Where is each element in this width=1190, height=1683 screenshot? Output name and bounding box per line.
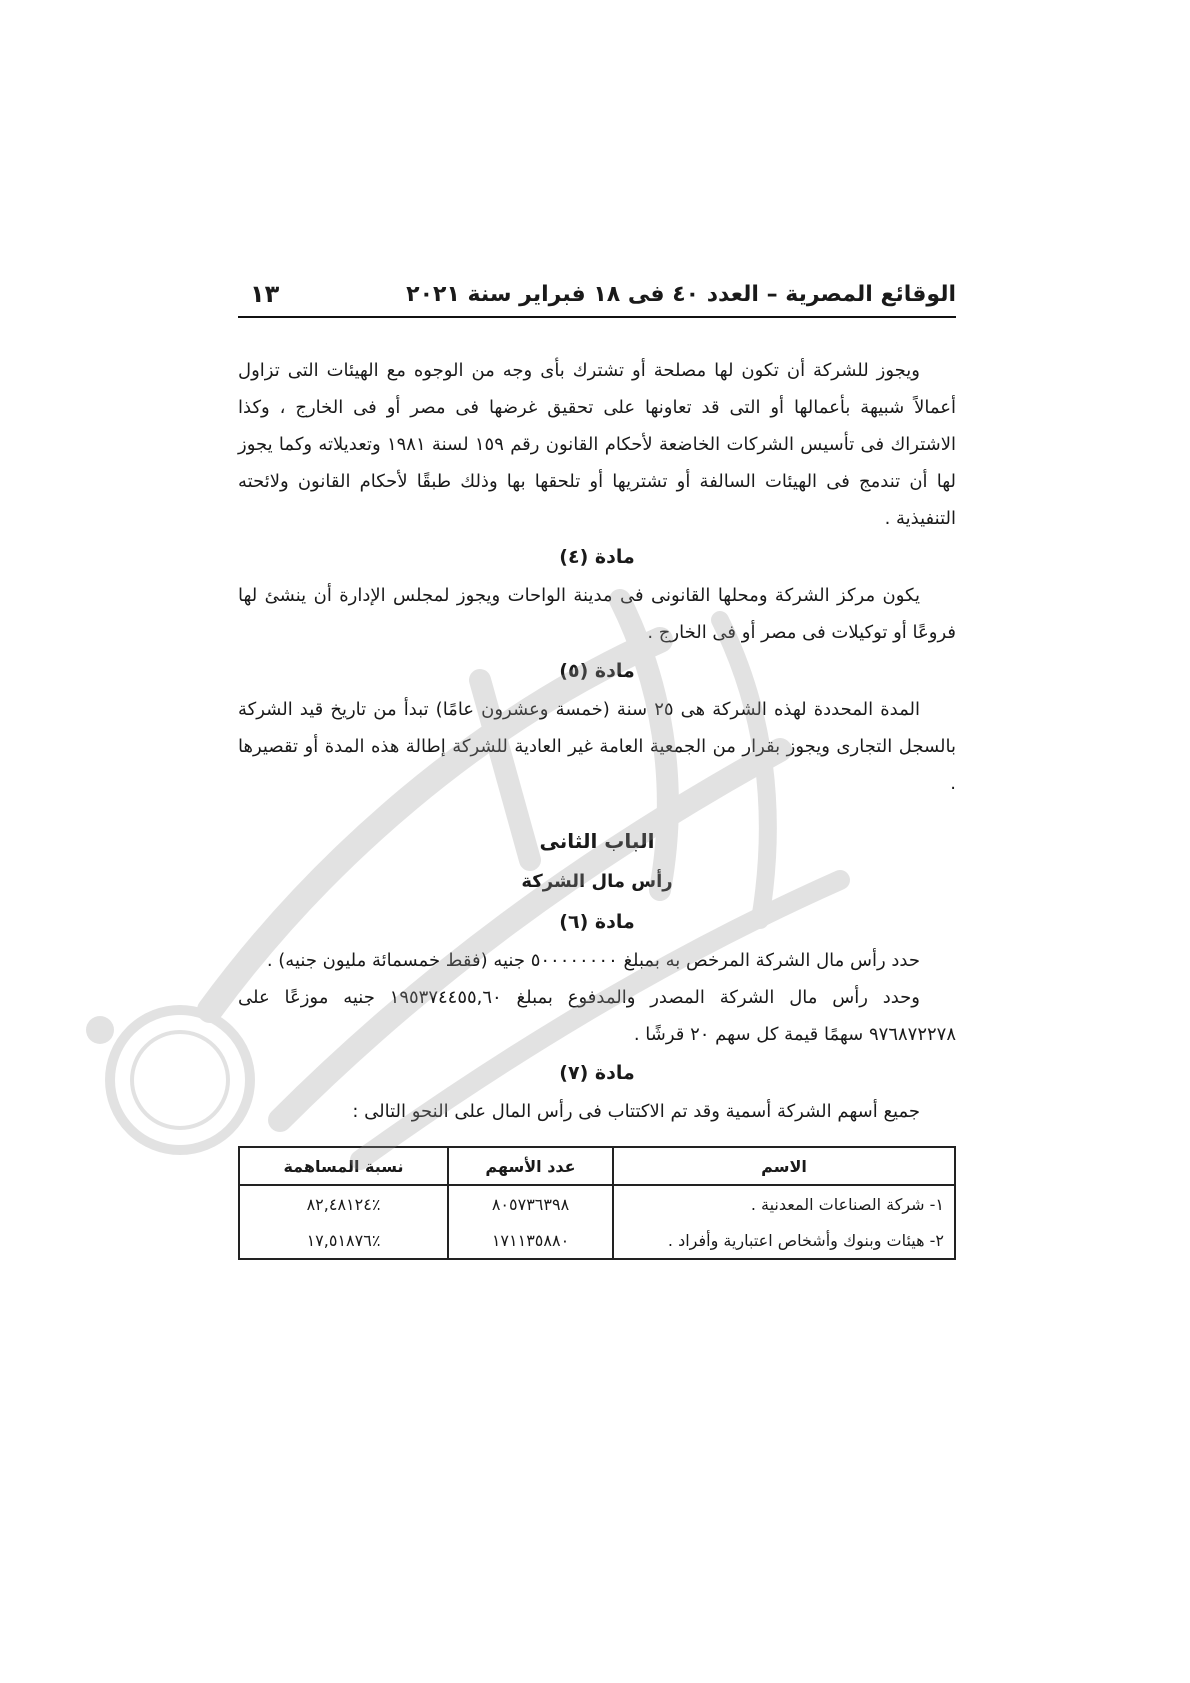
watermark-dot (86, 1016, 114, 1044)
page-header (238, 272, 956, 318)
table-row (239, 1222, 955, 1259)
section-subtitle: رأس مال الشركة (521, 871, 673, 892)
document-body (238, 352, 956, 1260)
article-7-text: جميع أسهم الشركة أسمية وقد تم الاكتتاب فى رأس المال على النحو التالى : (352, 1101, 920, 1122)
page-number: ١٣ (250, 280, 280, 308)
article-5-text: المدة المحددة لهذه الشركة هى ٢٥ سنة (خمسة وعشرون عامًا) تبدأ من تاريخ قيد الشركة بالسجل التجارى ويجوز بقرار من الجمعية العامة غير العادية للشركة إطالة هذه المدة أو تقصيرها . (238, 699, 956, 794)
row-percentage: ٪٨٢,٤٨١٢٤ (239, 1185, 448, 1222)
row-shares: ١٧١١٣٥٨٨٠ (448, 1222, 613, 1259)
intro-paragraph: ويجوز للشركة أن تكون لها مصلحة أو تشترك بأى وجه من الوجوه مع الهيئات التى تزاول أعمالاً شبيهة بأعمالها أو التى قد تعاونها على تحقيق غرضها فى مصر أو فى الخارج ، وكذا الاشتراك فى تأسيس الشركات الخاضعة لأحكام القانون رقم ١٥٩ لسنة ١٩٨١ وتعديلاته وكما يجوز لها أن تندمج فى الهيئات السالفة أو تشتريها أو تلحقها بها وذلك طبقًا لأحكام القانون ولائحته التنفيذية . (238, 360, 956, 529)
table-row (239, 1185, 955, 1222)
article-4-text: يكون مركز الشركة ومحلها القانونى فى مدينة الواحات ويجوز لمجلس الإدارة أن ينشئ لها فروعًا أو توكيلات فى مصر أو فى الخارج . (238, 585, 956, 643)
article-6-authorized-capital: حدد رأس مال الشركة المرخص به بمبلغ ٥٠٠٠٠٠٠٠٠ جنيه (فقط خمسمائة مليون جنيه) . (266, 950, 920, 971)
row-name: ٢- هيئات وبنوك وأشخاص اعتبارية وأفراد . (613, 1222, 955, 1259)
row-name: ١- شركة الصناعات المعدنية . (613, 1185, 955, 1222)
document-page (238, 0, 956, 1683)
column-header-name: الاسم (613, 1147, 955, 1185)
column-header-shares: عدد الأسهم (448, 1147, 613, 1185)
article-4-heading: مادة (٤) (559, 546, 635, 568)
article-5-heading: مادة (٥) (559, 660, 635, 682)
gazette-title: الوقائع المصرية – العدد ٤٠ فى ١٨ فبراير سنة ٢٠٢١ (406, 281, 956, 307)
shareholders-table (238, 1146, 956, 1260)
table-header-row (239, 1147, 955, 1185)
section-title: الباب الثانى (539, 829, 655, 853)
row-percentage: ٪١٧,٥١٨٧٦ (239, 1222, 448, 1259)
watermark-seal-ring (110, 1010, 250, 1150)
article-6-heading: مادة (٦) (559, 911, 635, 933)
watermark-seal-inner (132, 1032, 228, 1128)
column-header-percentage: نسبة المساهمة (239, 1147, 448, 1185)
row-shares: ٨٠٥٧٣٦٣٩٨ (448, 1185, 613, 1222)
article-6-issued-capital: وحدد رأس مال الشركة المصدر والمدفوع بمبلغ ١٩٥٣٧٤٤٥٥,٦٠ جنيه موزعًا على ٩٧٦٨٧٢٢٧٨ سهمًا قيمة كل سهم ٢٠ قرشًا . (238, 987, 956, 1045)
article-7-heading: مادة (٧) (559, 1062, 635, 1084)
